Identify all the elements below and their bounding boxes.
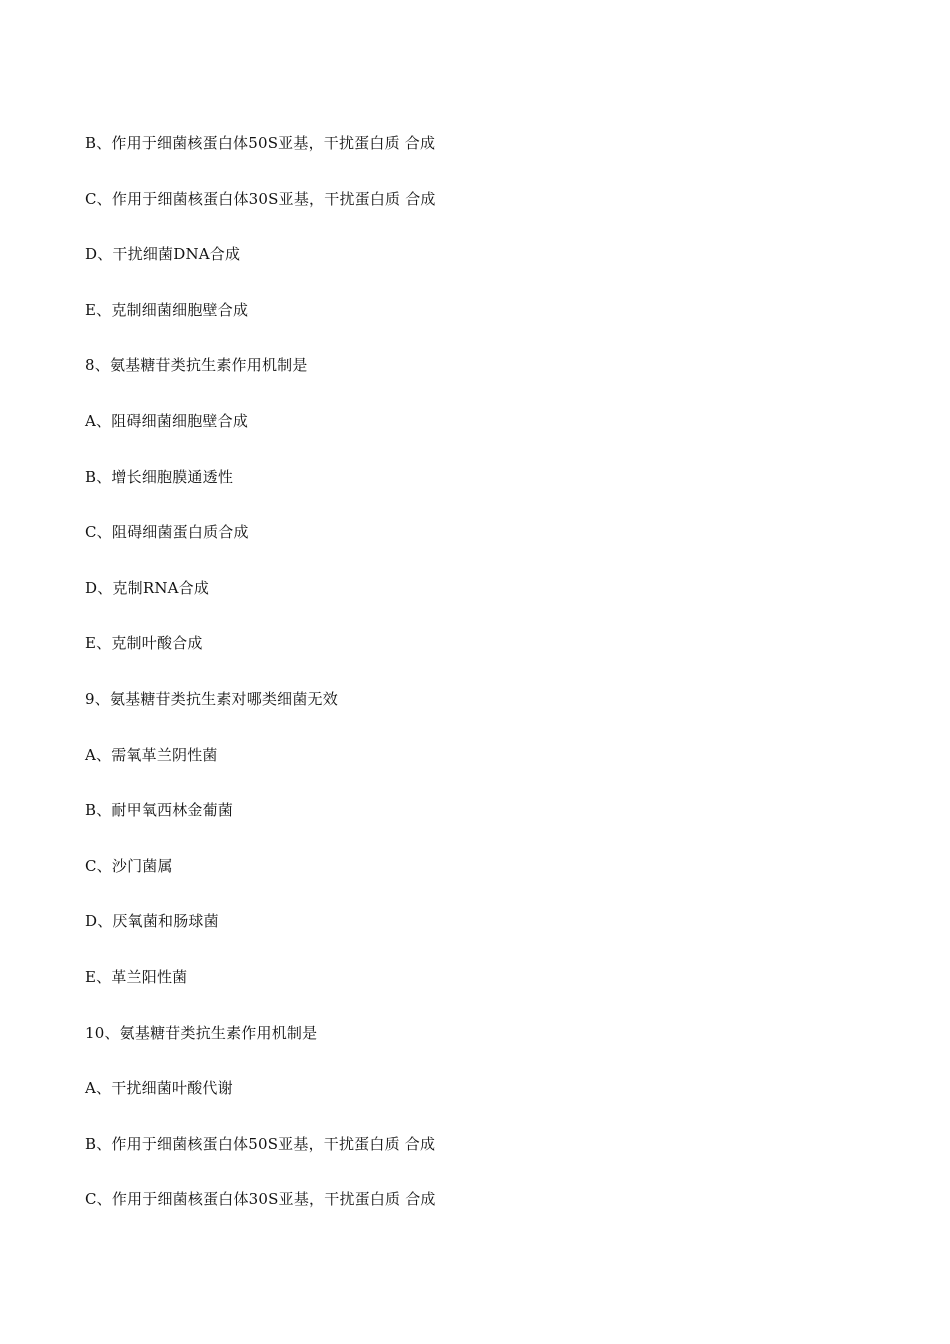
question-list (85, 131, 885, 1243)
option-line: D、克制RNA合成 (85, 578, 210, 597)
option-line: C、阻碍细菌蛋白质合成 (85, 523, 249, 542)
question-line: 8、氨基糖苷类抗生素作用机制是 (85, 356, 308, 375)
option-line: E、革兰阳性菌 (85, 967, 188, 986)
question-line: 9、氨基糖苷类抗生素对哪类细菌无效 (85, 689, 338, 708)
option-line: E、克制叶酸合成 (85, 634, 203, 653)
option-line: B、耐甲氧西林金葡菌 (85, 801, 234, 820)
option-line: C、作用于细菌核蛋白体30S亚基，干扰蛋白质 合成 (85, 189, 436, 208)
option-line: C、沙门菌属 (85, 856, 173, 875)
option-line: D、干扰细菌DNA合成 (85, 245, 241, 264)
option-line: E、克制细菌细胞壁合成 (85, 300, 249, 319)
option-line: B、作用于细菌核蛋白体50S亚基，干扰蛋白质 合成 (85, 134, 436, 152)
option-line: B、作用于细菌核蛋白体50S亚基，干扰蛋白质 合成 (85, 1134, 436, 1153)
option-line: D、厌氧菌和肠球菌 (85, 912, 219, 931)
option-line: A、阻碍细菌细胞壁合成 (85, 411, 249, 430)
question-line: 10、氨基糖苷类抗生素作用机制是 (85, 1023, 318, 1042)
option-line: A、干扰细菌叶酸代谢 (85, 1079, 233, 1098)
option-line: B、增长细胞膜通透性 (85, 467, 234, 486)
option-line: C、作用于细菌核蛋白体30S亚基，干扰蛋白质 合成 (85, 1190, 436, 1209)
option-line: A、需氧革兰阴性菌 (85, 745, 218, 764)
